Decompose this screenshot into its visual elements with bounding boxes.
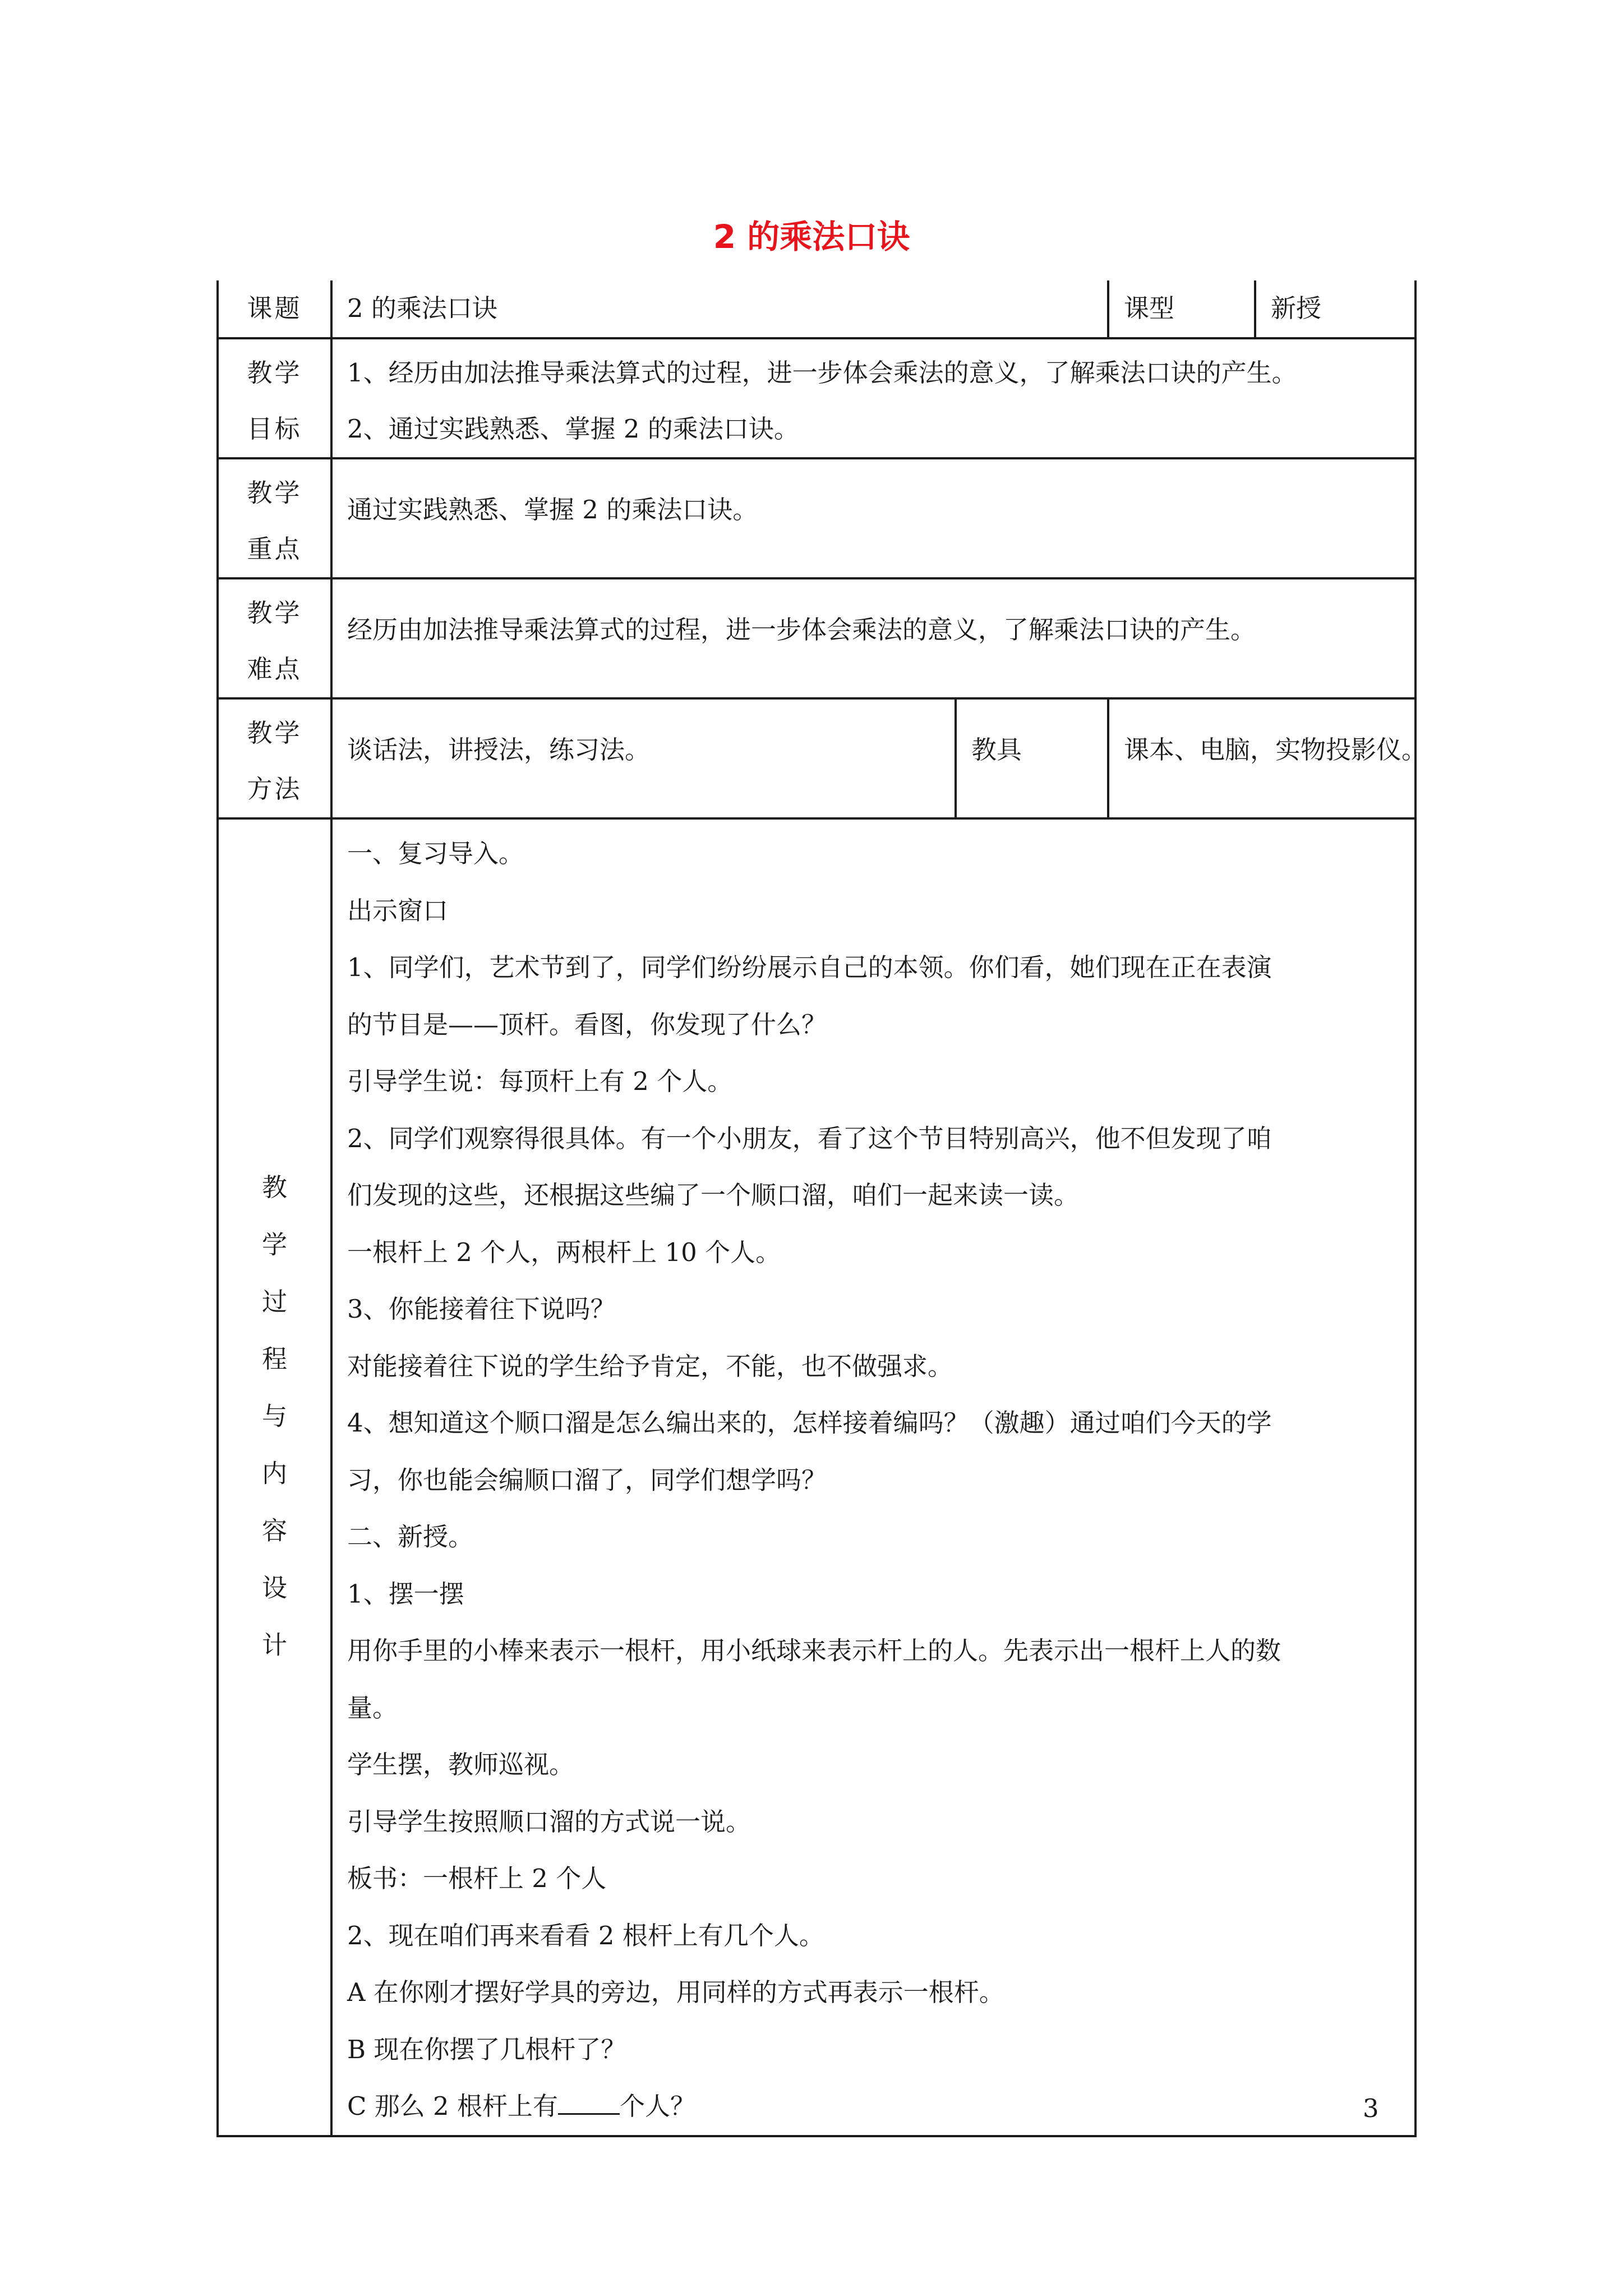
- method-label-cell: [218, 698, 331, 818]
- process-label-char: 程: [261, 1344, 287, 1374]
- process-label-char: 计: [261, 1630, 287, 1660]
- process-line: 出示窗口: [347, 895, 449, 926]
- type-value: 新授: [1271, 293, 1322, 323]
- process-line-last: [347, 2078, 1414, 2135]
- process-line-last-after: 个人？: [619, 2091, 695, 2121]
- process-label-char: 内: [261, 1458, 287, 1488]
- topic-value-cell: [331, 280, 1108, 338]
- method-value-cell: [331, 698, 956, 818]
- process-line: B 现在你摆了几根杆了？: [347, 2034, 626, 2064]
- difficulty-value-cell: [331, 578, 1415, 698]
- topic-label: 课题: [247, 293, 302, 323]
- page-title: 2 的乘法口诀: [713, 218, 910, 256]
- topic-value: 2 的乘法口诀: [347, 293, 497, 323]
- method-value: 谈话法，讲授法，练习法。: [347, 735, 651, 765]
- process-line: 们发现的这些，还根据这些编了一个顺口溜，咱们一起来读一读。: [347, 1180, 1080, 1210]
- method-label-line1: 教学: [247, 718, 302, 748]
- process-line-last-before: C 那么 2 根杆上有: [347, 2091, 558, 2121]
- goal-2: 2、通过实践熟悉、掌握 2 的乘法口诀。: [347, 414, 799, 444]
- goals-value-cell: [331, 338, 1415, 458]
- tools-value-cell: [1108, 698, 1427, 818]
- process-label-char: 设: [261, 1573, 287, 1603]
- process-line: 4、想知道这个顺口溜是怎么编出来的，怎样接着编吗？（激趣）通过咱们今天的学: [347, 1408, 1272, 1438]
- process-label-char: 教: [261, 1172, 287, 1202]
- process-label-cell: [218, 818, 331, 2136]
- process-line: 的节目是——顶杆。看图，你发现了什么？: [347, 1009, 827, 1039]
- process-line: 对能接着往下说的学生给予肯定，不能，也不做强求。: [347, 1351, 953, 1381]
- process-line: 二、新授。: [347, 1522, 474, 1552]
- difficulty-label-cell: [218, 578, 331, 698]
- type-label-cell: [1108, 280, 1255, 338]
- process-label-char: 过: [261, 1287, 287, 1317]
- process-line: 1、同学们，艺术节到了，同学们纷纷展示自己的本领。你们看，她们现在正在表演: [347, 953, 1272, 982]
- tools-value: 课本、电脑，实物投影仪。: [1124, 735, 1427, 765]
- type-value-cell: [1255, 280, 1415, 338]
- process-line: 2、现在咱们再来看看 2 根杆上有几个人。: [347, 1920, 824, 1950]
- process-row: [218, 818, 1415, 2136]
- topic-row: [218, 280, 1415, 338]
- difficulty-row: [218, 578, 1415, 698]
- process-line: 学生摆，教师巡视。: [347, 1750, 575, 1779]
- answer-blank: [558, 2093, 620, 2115]
- goals-label-line1: 教学: [247, 358, 302, 388]
- key-value-cell: [331, 458, 1415, 578]
- method-label-line2: 方法: [247, 774, 302, 804]
- topic-label-cell: [218, 280, 331, 338]
- goal-1: 1、经历由加法推导乘法算式的过程，进一步体会乘法的意义，了解乘法口诀的产生。: [347, 358, 1297, 388]
- difficulty-label-line2: 难点: [247, 654, 302, 684]
- difficulty-label-line1: 教学: [247, 598, 302, 628]
- process-line: 用你手里的小棒来表示一根杆，用小纸球来表示杆上的人。先表示出一根杆上人的数: [347, 1636, 1281, 1665]
- goals-row: [218, 338, 1415, 458]
- tools-label: 教具: [971, 735, 1022, 765]
- key-label-cell: [218, 458, 331, 578]
- method-row: [218, 698, 1415, 818]
- lesson-plan-table: [216, 280, 1427, 2137]
- process-line: 量。: [347, 1692, 398, 1723]
- process-line: A 在你刚才摆好学具的旁边，用同样的方式再表示一根杆。: [347, 1977, 1004, 2007]
- process-label-char: 学: [261, 1230, 287, 1259]
- key-label-line2: 重点: [247, 534, 302, 564]
- key-value: 通过实践熟悉、掌握 2 的乘法口诀。: [347, 495, 758, 524]
- key-row: [218, 458, 1415, 578]
- process-line: 一、复习导入。: [347, 839, 524, 868]
- tools-label-cell: [956, 698, 1108, 818]
- page-number: 3: [1363, 2093, 1379, 2123]
- type-label: 课型: [1124, 293, 1175, 323]
- process-line: 板书：一根杆上 2 个人: [347, 1864, 607, 1893]
- process-line: 1、摆一摆: [347, 1579, 464, 1609]
- process-line: 习，你也能会编顺口溜了，同学们想学吗？: [347, 1465, 827, 1495]
- process-label: [219, 820, 330, 1674]
- process-content-cell: [331, 818, 1415, 2136]
- key-label-line1: 教学: [247, 478, 302, 508]
- difficulty-value: 经历由加法推导乘法算式的过程，进一步体会乘法的意义，了解乘法口诀的产生。: [347, 615, 1256, 645]
- process-line: 引导学生说：每顶杆上有 2 个人。: [347, 1066, 733, 1096]
- process-line: 引导学生按照顺口溜的方式说一说。: [347, 1806, 751, 1837]
- process-line: 一根杆上 2 个人，两根杆上 10 个人。: [347, 1237, 781, 1267]
- goals-label-cell: [218, 338, 331, 458]
- process-label-char: 容: [261, 1516, 287, 1545]
- goals-label-line2: 目标: [247, 414, 302, 444]
- process-line: 3、你能接着往下说吗？: [347, 1294, 616, 1324]
- process-line: 2、同学们观察得很具体。有一个小朋友，看了这个节目特别高兴，他不但发现了咱: [347, 1123, 1272, 1153]
- process-lines: [347, 825, 1414, 2078]
- process-label-char: 与: [261, 1401, 287, 1431]
